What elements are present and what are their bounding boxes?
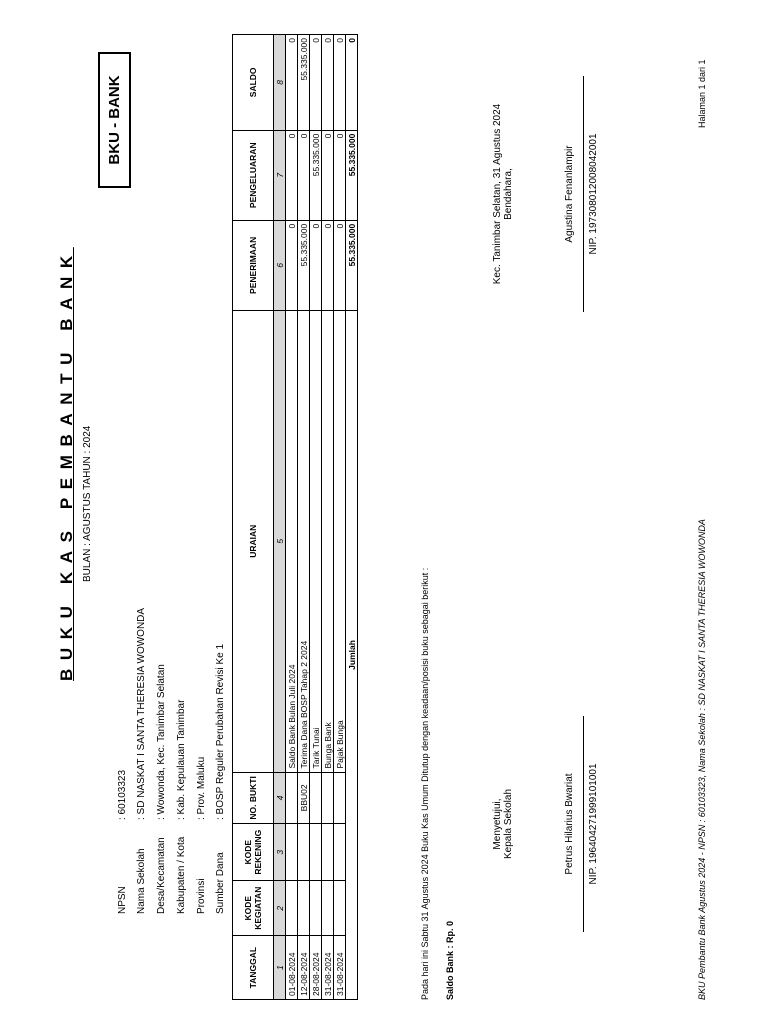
headmaster-signature-line xyxy=(583,716,584,932)
info-school-name xyxy=(136,608,147,914)
info-label: Provinsi xyxy=(196,878,207,914)
info-value: : Kab. Kepulauan Tanimbar xyxy=(176,699,187,820)
cell-no-bukti xyxy=(286,772,298,824)
info-npsn xyxy=(117,770,128,914)
cell-pengeluaran: 0 xyxy=(322,130,334,220)
info-value: : SD NASKAT I SANTA THERESIA WOWONDA xyxy=(136,607,147,820)
cell-penerimaan: 0 xyxy=(322,220,334,310)
cell-kode-kegiatan xyxy=(322,881,334,936)
footer-text: BKU Pembantu Bank Agustus 2024 - NPSN : 60103323, Nama Sekolah : SD NASKAT I SANTA THERESIA WOWONDA xyxy=(697,519,707,1000)
table-row xyxy=(298,35,310,1000)
header-tanggal: TANGGAL xyxy=(233,936,274,1000)
cell-tanggal: 31-08-2024 xyxy=(334,936,346,1000)
cell-kode-rekening xyxy=(322,824,334,881)
cell-uraian: Bunga Bank xyxy=(322,310,334,772)
header-pengeluaran: PENGELUARAN xyxy=(233,130,274,220)
info-label: Kabupaten / Kota xyxy=(176,836,187,914)
treasurer-signature-line xyxy=(583,76,584,312)
approval-line: Menyetujui, xyxy=(492,798,503,850)
cell-saldo: 0 xyxy=(334,35,346,131)
info-fund-source xyxy=(215,644,226,914)
column-number: 1 xyxy=(274,936,286,1000)
cell-tanggal: 28-08-2024 xyxy=(310,936,322,1000)
cell-penerimaan: 0 xyxy=(310,220,322,310)
cell-penerimaan: 0 xyxy=(286,220,298,310)
cell-kode-kegiatan xyxy=(286,881,298,936)
column-number: 3 xyxy=(274,824,286,881)
cell-kode-kegiatan xyxy=(334,881,346,936)
cell-pengeluaran: 55.335.000 xyxy=(310,130,322,220)
table-row xyxy=(310,35,322,1000)
table-row xyxy=(334,35,346,1000)
table-header-row xyxy=(233,35,274,1000)
cell-penerimaan: 0 xyxy=(334,220,346,310)
header-kode-rekening: KODE REKENING xyxy=(233,824,274,881)
treasurer-label xyxy=(492,64,514,324)
headmaster-role: Kepala Sekolah xyxy=(503,788,514,860)
cell-no-bukti xyxy=(322,772,334,824)
info-regency xyxy=(176,700,187,914)
cell-no-bukti xyxy=(310,772,322,824)
cell-tanggal: 01-08-2024 xyxy=(286,936,298,1000)
headmaster-name: Petrus Hilarius Bwariat xyxy=(564,773,575,875)
total-label: Jumlah xyxy=(346,310,358,999)
info-value: : 60103323 xyxy=(117,769,128,820)
saldo-bank: Saldo Bank : Rp. 0 xyxy=(445,920,455,1000)
column-number: 2 xyxy=(274,881,286,936)
cell-pengeluaran: 0 xyxy=(334,130,346,220)
info-label: Desa/Kecamatan xyxy=(156,837,167,914)
info-value: : Wowonda, Kec. Tanimbar Selatan xyxy=(156,664,167,820)
cell-saldo: 0 xyxy=(310,35,322,131)
info-value: : BOSP Reguler Perubahan Revisi Ke 1 xyxy=(215,643,226,820)
headmaster-nip: NIP. 196404271999101001 xyxy=(588,763,599,885)
info-label: Nama Sekolah xyxy=(136,848,147,914)
bku-table xyxy=(232,34,358,1000)
header-saldo: SALDO xyxy=(233,35,274,131)
cell-uraian: Terima Dana BOSP Tahap 2 2024 xyxy=(298,310,310,772)
cell-saldo: 55.335.000 xyxy=(298,35,310,131)
treasurer-name: Agustina Fenanlampir xyxy=(564,145,575,243)
total-saldo: 0 xyxy=(346,35,358,131)
cell-kode-rekening xyxy=(310,824,322,881)
column-number: 8 xyxy=(274,35,286,131)
header-uraian: URAIAN xyxy=(233,310,274,772)
cell-kode-kegiatan xyxy=(310,881,322,936)
cell-saldo: 0 xyxy=(322,35,334,131)
info-province xyxy=(196,757,207,914)
info-value: : Prov. Maluku xyxy=(196,756,207,820)
place-date: Kec. Tanimbar Selatan, 31 Agustus 2024 xyxy=(492,103,503,285)
cell-no-bukti xyxy=(334,772,346,824)
cell-uraian: Tarik Tunai xyxy=(310,310,322,772)
cell-kode-kegiatan xyxy=(298,881,310,936)
info-label: Sumber Dana xyxy=(215,852,226,914)
header-no-bukti: NO. BUKTI xyxy=(233,772,274,824)
cell-no-bukti: BBU02 xyxy=(298,772,310,824)
header-penerimaan: PENERIMAAN xyxy=(233,220,274,310)
cell-uraian: Saldo Bank Bulan Juli 2024 xyxy=(286,310,298,772)
column-number: 4 xyxy=(274,772,286,824)
cell-kode-rekening xyxy=(286,824,298,881)
header-kode-kegiatan: KODE KEGIATAN xyxy=(233,881,274,936)
treasurer-nip: NIP. 197308012008042001 xyxy=(588,133,599,255)
cell-pengeluaran: 0 xyxy=(286,130,298,220)
column-number: 6 xyxy=(274,220,286,310)
cell-pengeluaran: 0 xyxy=(298,130,310,220)
cell-saldo: 0 xyxy=(286,35,298,131)
table-row xyxy=(286,35,298,1000)
total-pengeluaran: 55.335.000 xyxy=(346,130,358,220)
cell-kode-rekening xyxy=(298,824,310,881)
column-number-row xyxy=(274,35,286,1000)
table-row xyxy=(322,35,334,1000)
cell-tanggal: 31-08-2024 xyxy=(322,936,334,1000)
approval-label xyxy=(492,724,514,924)
treasurer-role: Bendahara, xyxy=(503,168,514,220)
total-row xyxy=(346,35,358,1000)
total-penerimaan: 55.335.000 xyxy=(346,220,358,310)
document-title: BUKU KAS PEMBANTU BANK xyxy=(57,247,76,681)
page-number: Halaman 1 dari 1 xyxy=(697,59,707,128)
info-village xyxy=(156,664,167,914)
closing-note: Pada hari ini Sabtu 31 Agustus 2024 Buku Kas Umum Ditutup dengan keadaan/posisi buku sebagai berikut : xyxy=(420,567,430,1000)
cell-kode-rekening xyxy=(334,824,346,881)
cell-penerimaan: 55.335.000 xyxy=(298,220,310,310)
bku-bank-badge: BKU - BANK xyxy=(98,52,131,188)
document-subtitle: BULAN : AGUSTUS TAHUN : 2024 xyxy=(82,425,93,582)
info-label: NPSN xyxy=(117,886,128,914)
cell-uraian: Pajak Bunga xyxy=(334,310,346,772)
cell-tanggal: 12-08-2024 xyxy=(298,936,310,1000)
column-number: 7 xyxy=(274,130,286,220)
column-number: 5 xyxy=(274,310,286,772)
